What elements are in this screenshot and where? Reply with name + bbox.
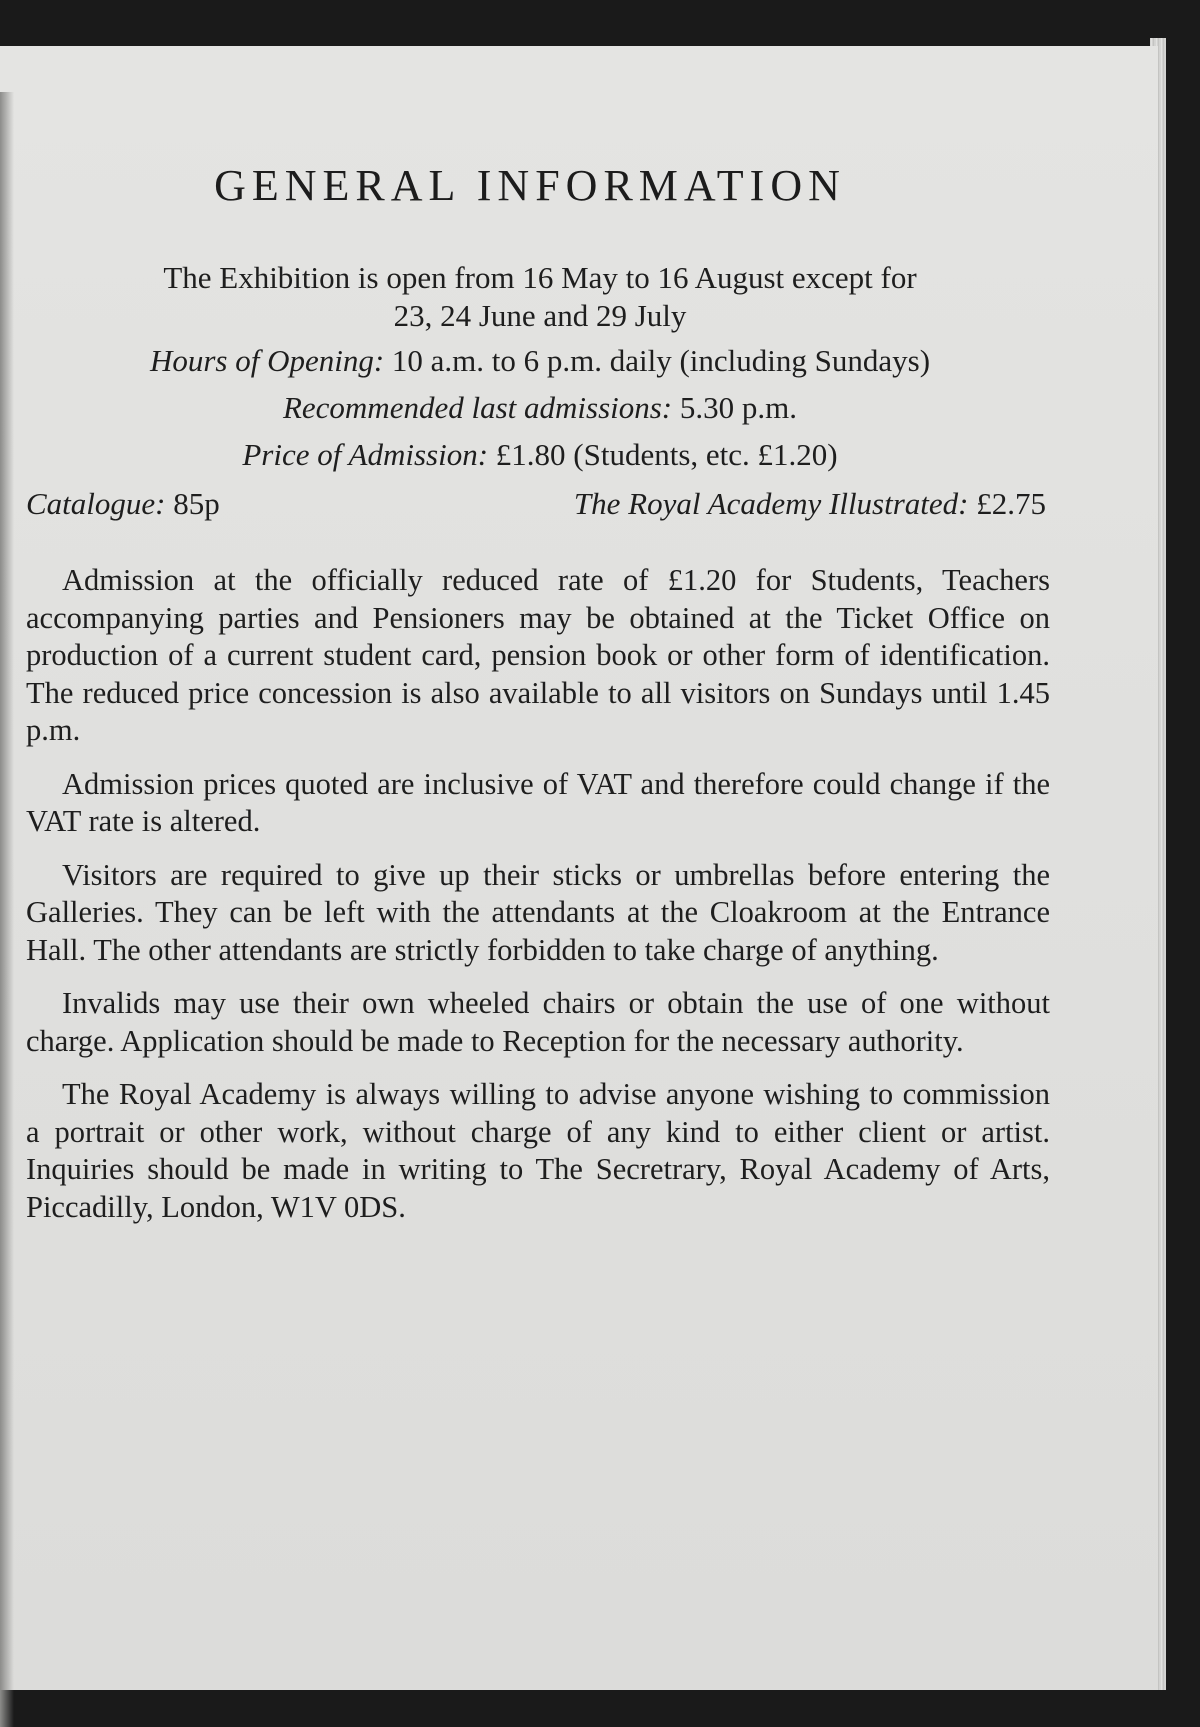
price-row <box>30 437 1050 473</box>
paragraph-sticks-umbrellas: Visitors are required to give up their sticks or umbrellas before entering the Galleries. They can be left with the attendants at the Cloakroom at the Entrance Hall. The other attendants are strictly forbidden to take charge of anything. <box>26 857 1050 967</box>
hours-value: 10 a.m. to 6 p.m. daily (including Sundays) <box>391 343 931 378</box>
opening-line-2: 23, 24 June and 29 July <box>393 298 687 333</box>
page-title: GENERAL INFORMATION <box>214 161 846 210</box>
opening-line-1: The Exhibition is open from 16 May to 16 August except for <box>163 260 917 295</box>
body-text <box>26 562 1050 1242</box>
last-admissions-value: 5.30 p.m. <box>679 390 798 425</box>
hours-row <box>30 343 1050 379</box>
last-admissions-label: Recommended last admissions: <box>282 390 673 425</box>
paragraph-commissions: The Royal Academy is always willing to advise anyone wishing to commission a portrait or other work, without charge of any kind to either client or artist. Inquiries should be made in writing to The Secretrary, Royal Academy of Arts, Piccadilly, London, W1V 0DS. <box>26 1077 1050 1224</box>
last-admissions-row <box>30 390 1050 426</box>
spine-shadow <box>0 92 14 1727</box>
catalogue-price: 85p <box>173 486 220 521</box>
illustrated-price: £2.75 <box>976 486 1046 521</box>
catalogue-label: Catalogue: <box>26 486 166 521</box>
price-value: £1.80 (Students, etc. £1.20) <box>495 437 838 472</box>
paragraph-reduced-admission: Admission at the officially reduced rate of £1.20 for Students, Teachers accompanying parties and Pensioners may be obtained at the Ticket Office on production of a current student card, pension book or other form of identification. The reduced price concession is also available to all visitors on Sundays until 1.45 p.m. <box>26 563 1050 747</box>
catalogue-row <box>26 486 1046 522</box>
hours-label: Hours of Opening: <box>149 343 385 378</box>
catalogue-item <box>26 486 220 521</box>
paragraph-vat: Admission prices quoted are inclusive of VAT and therefore could change if the VAT rate is altered. <box>26 766 1050 838</box>
illustrated-item <box>574 486 1046 522</box>
illustrated-label: The Royal Academy Illustrated: <box>573 486 969 521</box>
price-label: Price of Admission: <box>242 437 489 472</box>
paragraph-wheelchairs: Invalids may use their own wheeled chairs or obtain the use of one without charge. Application should be made to Reception for the necessary authority. <box>26 986 1050 1058</box>
